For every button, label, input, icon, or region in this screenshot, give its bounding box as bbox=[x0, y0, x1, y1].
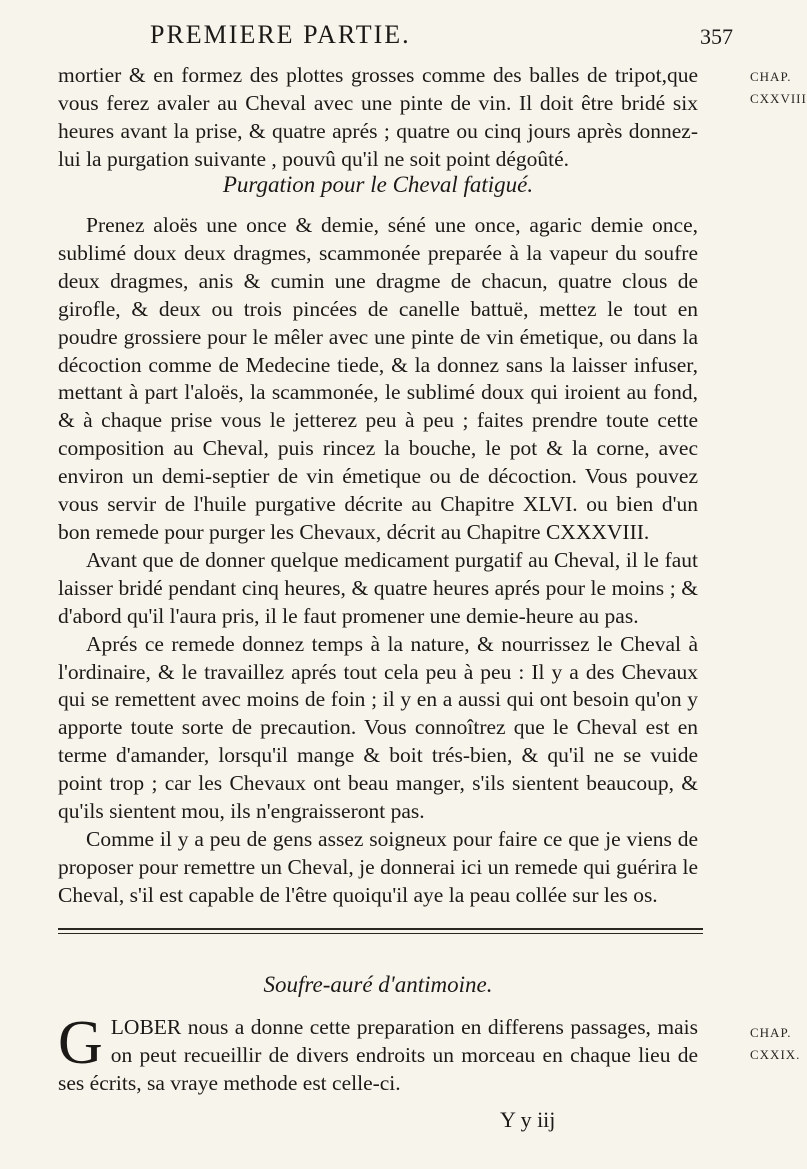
body-paragraph: Comme il y a peu de gens assez soigneux pour faire ce que je viens de proposer pour remettre un Cheval, je donnerai ici un remede qui guérira le Cheval, s'il est capable de l'être quoiqu'il aye la peau collée sur les os. bbox=[58, 826, 698, 907]
signature-mark: Y y iij bbox=[500, 1107, 556, 1132]
running-head: PREMIERE PARTIE. bbox=[150, 20, 411, 49]
margin-note-line: CHAP. bbox=[750, 1025, 792, 1040]
section-body-purgation bbox=[58, 212, 698, 910]
body-paragraph: Prenez aloës une once & demie, séné une once, agaric demie once, sublimé doux deux dragmes, scammonée preparée à la vapeur du soufre deux dragmes, anis & cumin une dragme de chacun, quatre clous de girofle, & deux ou trois pincées de canelle battuë, mettez le tout en poudre grossiere pour le mêler avec une pinte de vin émetique, ou dans la décoction comme de Medecine tiede, & la donnez sans la laisser infuser, mettant à part l'aloës, la scammonée, le sublimé doux qui iroient au fond, & à chaque prise vous le jetterez peu à peu ; faites prendre toute cette composition au Cheval, puis rincez la bouche, le pot & la corne, avec environ un demi-septier de vin émetique ou de décoction. Vous pouvez vous servir de l'huile purgative décrite au Chapitre XLVI. ou bien d'un bon remede pour purger les Chevaux, décrit au Chapitre CXXXVIII. bbox=[58, 213, 698, 544]
body-paragraph: Avant que de donner quelque medicament purgatif au Cheval, il le faut laisser bridé pendant cinq heures, & quatre heures aprés pour le moins ; & d'abord qu'il l'aura pris, il le faut promener une demie-heure au pas. bbox=[58, 547, 698, 628]
section-heading-soufre: Soufre-auré d'antimoine. bbox=[263, 972, 493, 997]
paragraph-text: LOBER nous a donne cette preparation en differens passages, mais on peut recueillir de divers endroits un morceau en chaque lieu de ses écrits, sa vraye methode est celle-ci. bbox=[58, 1015, 698, 1095]
margin-note-chapter-top bbox=[750, 66, 807, 110]
body-paragraph bbox=[58, 1009, 698, 1098]
margin-note-line: CXXIX. bbox=[750, 1047, 801, 1062]
opening-paragraph: mortier & en formez des plottes grosses comme des balles de tripot,que vous ferez avaler au Cheval avec une pinte de vin. Il doit être bridé six heures avant la prise, & quatre aprés ; quatre ou cinq jours après donnez-lui la purgation suivante , pouvû qu'il ne soit point dégoûté. bbox=[58, 63, 698, 171]
margin-note-line: CXXVIII bbox=[750, 91, 807, 106]
body-paragraph: Aprés ce remede donnez temps à la nature, & nourrissez le Cheval à l'ordinaire, & le travaillez aprés tout cela peu à peu : Il y a des Chevaux qui se remettent avec moins de foin ; il y en a aussi qui ont besoin qu'on y apporte toute sorte de precaution. Vous connoîtrez que le Cheval est en terme d'amander, lorsqu'il mange & boit trés-bien, & qu'il ne se vuide point trop ; car les Chevaux ont beau manger, s'ils sientent beaucoup, & qu'ils sientent mou, ils n'engraisseront pas. bbox=[58, 631, 698, 824]
page-number: 357 bbox=[700, 24, 733, 49]
drop-cap: G bbox=[58, 1009, 103, 1077]
opening-text bbox=[58, 62, 698, 174]
section-body-soufre bbox=[58, 1009, 698, 1098]
section-heading-purgation: Purgation pour le Cheval fatigué. bbox=[222, 172, 534, 197]
section-divider bbox=[58, 928, 703, 930]
margin-note-chapter-bottom bbox=[750, 1022, 801, 1066]
margin-note-line: CHAP. bbox=[750, 69, 792, 84]
